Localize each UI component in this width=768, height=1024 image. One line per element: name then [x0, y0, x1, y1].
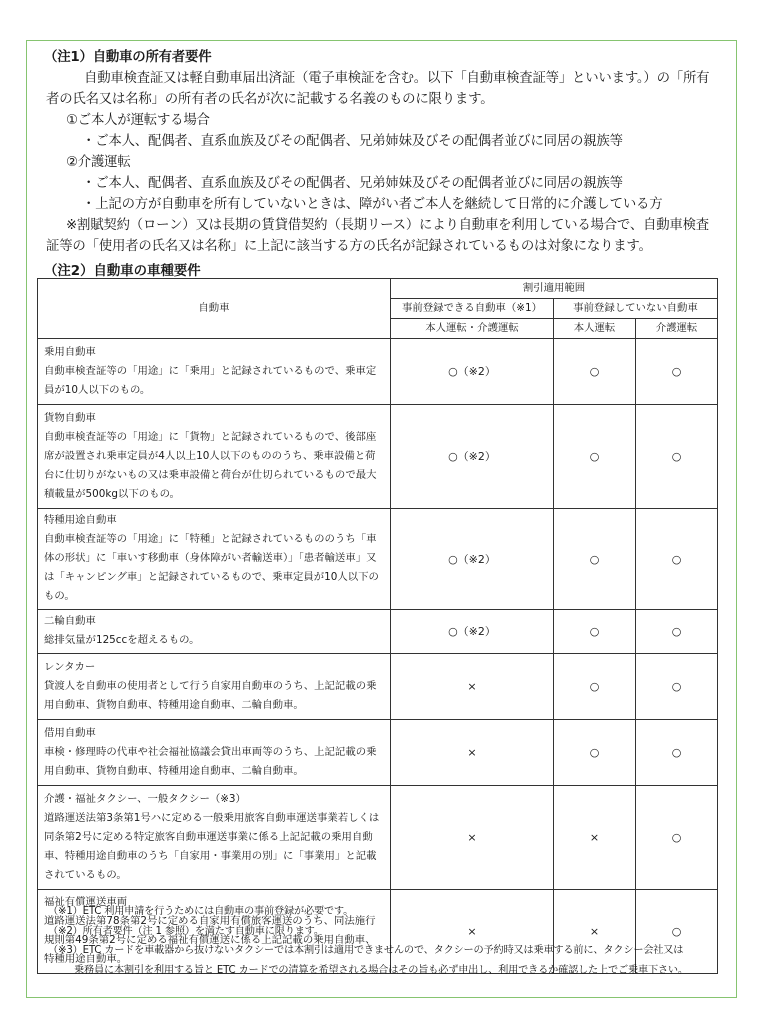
vehicle-requirements-table [37, 278, 718, 974]
registered-mark: ○（※2） [391, 405, 554, 509]
vehicle-name: 特種用途自動車 [44, 514, 117, 526]
vehicle-name: レンタカー [44, 660, 96, 673]
care-mark: ○ [636, 654, 718, 720]
vehicle-cell [38, 654, 391, 720]
vehicle-desc: 自動車検査証等の「用途」に「乗用」と記録されているもので、乗車定員が10人以下のもの。 [44, 364, 377, 396]
self-mark: ○ [554, 654, 636, 720]
note2-heading: （注2）自動車の車種要件 [44, 264, 201, 279]
footnote-2: （※2）所有者要件（注 1 参照）を満たす自動車に限ります。 [48, 925, 324, 937]
care-mark: ○ [636, 720, 718, 786]
vehicle-cell [38, 339, 391, 405]
vehicle-name: 福祉有償運送車両 [44, 896, 128, 908]
case2-item2: ・上記の方が自動車を所有していないときは、障がい者ご本人を継続して日常的に介護している方 [82, 197, 663, 212]
registered-mark: ○（※2） [391, 610, 554, 654]
table-row [38, 786, 718, 890]
vehicle-name: 貨物自動車 [44, 411, 96, 424]
care-mark: ○ [636, 610, 718, 654]
registered-mark: ○（※2） [391, 509, 554, 610]
vehicle-name: 借用自動車 [44, 726, 96, 739]
self-mark: ○ [554, 405, 636, 509]
care-mark: ○ [636, 890, 718, 974]
note1-para-line2: 者の氏名又は名称」の所有者の氏名が次に記載する名義のものに限ります。 [46, 92, 494, 107]
remark-line1: ※割賦契約（ローン）又は長期の賃貸借契約（長期リース）により自動車を利用している場合で、自動車検査 [66, 218, 709, 233]
case1-title: ①ご本人が運転する場合 [66, 113, 210, 128]
registered-mark: × [391, 654, 554, 720]
vehicle-name: 介護・福祉タクシー、一般タクシー（※3） [44, 792, 246, 805]
case2-title: ②介護運転 [66, 155, 131, 170]
vehicle-desc: 貸渡人を自動車の使用者として行う自家用自動車のうち、上記記載の乗用自動車、貨物自動車、特種用途自動車、二輪自動車。 [44, 679, 377, 711]
self-mark: ○ [554, 509, 636, 610]
self-mark: ○ [554, 720, 636, 786]
header-registered: 事前登録できる自動車（※1） [391, 299, 554, 319]
registered-mark: × [391, 890, 554, 974]
note1-section [44, 47, 724, 257]
vehicle-cell [38, 720, 391, 786]
registered-mark: ○（※2） [391, 339, 554, 405]
header-vehicle: 自動車 [38, 279, 391, 339]
footnote-3-line2: 乗務員に本割引を利用する旨と ETC カードでの清算を希望される場合はその旨も必ず申出し、利用できるか確認した上でご乗車下さい。 [74, 964, 688, 976]
header-unregistered: 事前登録していない自動車 [554, 299, 718, 319]
vehicle-cell [38, 405, 391, 509]
case2-item1: ・ご本人、配偶者、直系血族及びその配偶者、兄弟姉妹及びその配偶者並びに同居の親族等 [82, 176, 623, 191]
vehicle-desc: 自動車検査証等の「用途」に「貨物」と記録されているもので、後部座席が設置され乗車定員が4人以上10人以下のもののうち、乗車設備と荷台に仕切りがないもの又は乗車設備と荷台が仕切られているもので最大積載量が500kg以下のもの。 [44, 430, 377, 500]
vehicle-cell [38, 610, 391, 654]
note1-para-line1: 自動車検査証又は軽自動車届出済証（電子車検証を含む。以下「自動車検査証等」といいます。）の「所有 [84, 71, 710, 86]
footnote-1: （※1）ETC 利用申請を行うためには自動車の事前登録が必要です。 [48, 906, 354, 917]
care-mark: ○ [636, 405, 718, 509]
note1-heading: （注1）自動車の所有者要件 [44, 50, 212, 65]
table-row [38, 509, 718, 610]
case1-item: ・ご本人、配偶者、直系血族及びその配偶者、兄弟姉妹及びその配偶者並びに同居の親族等 [82, 134, 623, 149]
vehicle-desc: 道路運送法第3条第1号ハに定める一般乗用旅客自動車運送事業若しくは同条第2号に定める特定旅客自動車運送事業に係る上記記載の乗用自動車、特種用途自動車のうち「自家用・事業用の別」に「事業用」と記載されているもの。 [44, 811, 380, 881]
table-row [38, 610, 718, 654]
header-care: 介護運転 [636, 319, 718, 339]
self-mark: × [554, 890, 636, 974]
self-mark: × [554, 786, 636, 890]
table-row [38, 339, 718, 405]
vehicle-desc: 車検・修理時の代車や社会福祉協議会貸出車両等のうち、上記記載の乗用自動車、貨物自動車、特種用途自動車、二輪自動車。 [44, 745, 377, 777]
vehicle-cell [38, 786, 391, 890]
care-mark: ○ [636, 509, 718, 610]
footnotes [48, 902, 728, 980]
table-row [38, 654, 718, 720]
care-mark: ○ [636, 339, 718, 405]
table-row [38, 720, 718, 786]
table-row [38, 405, 718, 509]
vehicle-cell [38, 509, 391, 610]
header-reg-both: 本人運転・介護運転 [391, 319, 554, 339]
vehicle-desc: 自動車検査証等の「用途」に「特種」と記録されているもののうち「車体の形状」に「車いす移動車（身体障がい者輸送車）」「患者輸送車」又は「キャンピング車」と記録されているもので、乗車定員が10人以下のもの。 [44, 533, 379, 602]
vehicle-desc: 道路運送法第78条第2号に定める自家用有償旅客運送のうち、同法施行規則第49条第2号に定める福祉有償運送に係る上記記載の乗用自動車、特種用途自動車。 [44, 915, 376, 965]
footnote-3-line1: （※3）ETC カードを車載器から抜けないタクシーでは本割引は適用できませんので、タクシーの予約時又は乗車する前に、タクシー会社又は [48, 945, 684, 956]
self-mark: ○ [554, 610, 636, 654]
vehicle-name: 乗用自動車 [44, 345, 96, 358]
registered-mark: × [391, 786, 554, 890]
registered-mark: × [391, 720, 554, 786]
care-mark: ○ [636, 786, 718, 890]
vehicle-desc: 総排気量が125ccを超えるもの。 [44, 634, 200, 646]
header-scope: 割引適用範囲 [391, 279, 718, 299]
header-self: 本人運転 [554, 319, 636, 339]
self-mark: ○ [554, 339, 636, 405]
remark-line2: 証等の「使用者の氏名又は名称」に上記に該当する方の氏名が記録されているものは対象になります。 [46, 239, 652, 254]
vehicle-name: 二輪自動車 [44, 615, 96, 627]
